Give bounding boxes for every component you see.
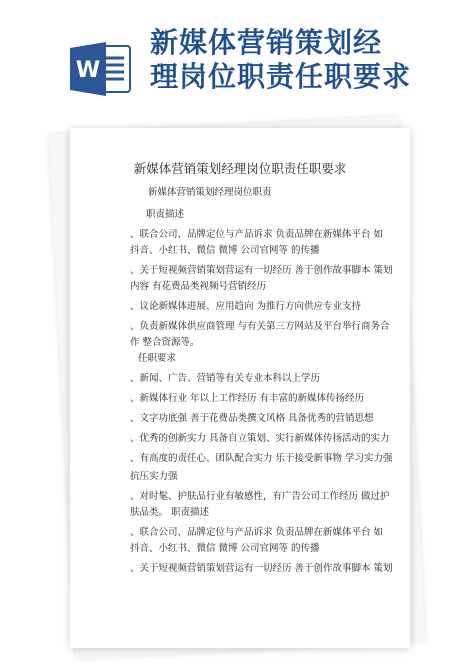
doc-line: 职责描述 bbox=[146, 209, 185, 220]
banner-title bbox=[150, 26, 460, 94]
doc-line: 新媒体营销策划经理岗位职责 bbox=[148, 187, 272, 198]
doc-line: 肤品类。 职责描述 bbox=[130, 507, 210, 518]
doc-line: 、联合公司、品牌定位与产品诉求 负责品牌在新媒体平台 如 bbox=[130, 229, 384, 240]
doc-line: 、关于短视频营销策划营运有一切经历 善于创作故事脚本 策划 bbox=[130, 265, 393, 276]
doc-line: 内容 有花费品类视频号营销经历 bbox=[130, 281, 267, 292]
banner-title-line-2: 理岗位职责任职要求 bbox=[150, 60, 412, 93]
doc-line: 、优秀的创新实力 具备自立策划、实行新媒体传扬活动的实力 bbox=[130, 433, 390, 444]
doc-line: 抖音、小红书、微信 微博 公司官网等 的传播 bbox=[130, 543, 320, 554]
doc-line: 、新闻、广告、营销等有关专业本科以上学历 bbox=[130, 373, 321, 384]
document-page bbox=[70, 128, 410, 648]
svg-text:W: W bbox=[75, 58, 101, 83]
doc-line: 、关于短视频营销策划营运有一切经历 善于创作故事脚本 策划 bbox=[130, 563, 393, 574]
doc-line: 、议论新媒体进展、应用趋向 为推行方向供应专业支持 bbox=[130, 301, 362, 312]
banner-title-line-1: 新媒体营销策划经 bbox=[150, 26, 383, 59]
doc-line: 、联合公司、品牌定位与产品诉求 负责品牌在新媒体平台 如 bbox=[130, 527, 384, 538]
doc-line: 抗压实力强 bbox=[130, 471, 178, 482]
document-title: 新媒体营销策划经理岗位职责任职要求 bbox=[133, 161, 347, 176]
doc-line: 抖音、小红书、微信 微博 公司官网等 的传播 bbox=[130, 245, 320, 256]
doc-line: 、新媒体行业 年以上工作经历 有丰富的新媒体传扬经历 bbox=[130, 393, 365, 404]
doc-line: 、对时髦、护肤品行业有敏感性，有广告公司工作经历 做过护 bbox=[130, 491, 390, 502]
doc-line: 作 整合资源等。 bbox=[130, 337, 200, 348]
doc-line: 任职要求 bbox=[138, 353, 177, 364]
word-icon bbox=[70, 38, 132, 100]
header-banner bbox=[0, 0, 474, 120]
doc-line: 、有高度的责任心、团队配合实力 乐于接受新事物 学习实力强 bbox=[130, 453, 393, 464]
doc-line: 、文字功底强 善于花费品类撰文风格 具备优秀的营销思想 bbox=[130, 413, 374, 424]
doc-line: 、负责新媒体供应商管理 与有关第三方网站及平台举行商务合 bbox=[130, 321, 390, 332]
